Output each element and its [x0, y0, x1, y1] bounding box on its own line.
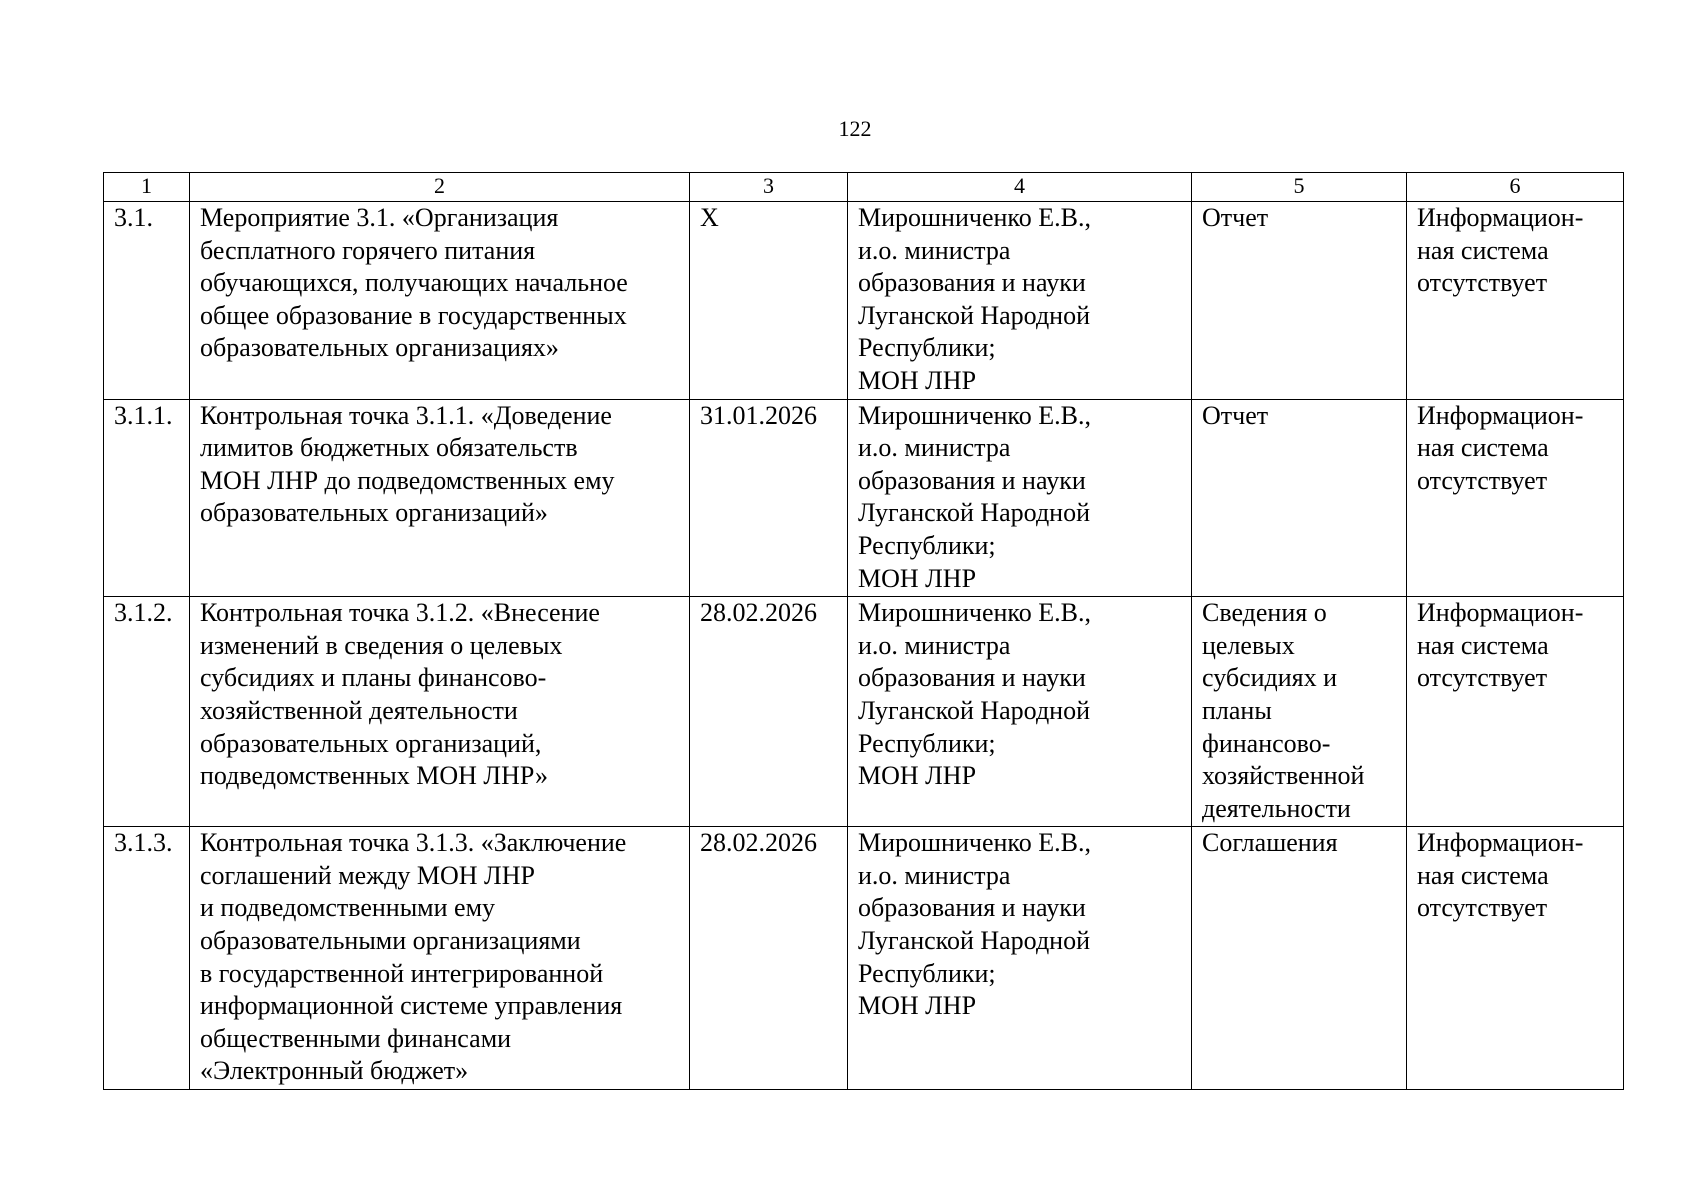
result-document-line: Отчет	[1202, 400, 1269, 430]
result-document-line: Отчет	[1202, 203, 1269, 232]
information-system-line: Информацион-	[1417, 598, 1584, 628]
event-description-cell	[190, 399, 690, 597]
responsible-person-line: Республики;	[858, 728, 996, 758]
deadline-date: Х	[700, 203, 719, 232]
information-system-line: Информацион-	[1417, 203, 1584, 232]
event-description-line: хозяйственной деятельности	[200, 695, 518, 725]
event-description-line: информационной системе управления	[200, 991, 623, 1021]
row-number-cell	[104, 399, 190, 597]
column-number-5: 5	[1192, 173, 1407, 202]
deadline-date: 28.02.2026	[700, 828, 817, 858]
information-system-cell	[1407, 597, 1624, 827]
result-document-cell	[1192, 827, 1407, 1090]
event-description-line: обучающихся, получающих начальное	[200, 268, 628, 298]
column-number-1: 1	[104, 173, 190, 202]
responsible-person-line: и.о. министра	[858, 630, 1011, 660]
responsible-person-line: и.о. министра	[858, 235, 1011, 265]
responsible-person-line: МОН ЛНР	[858, 365, 977, 395]
row-number: 3.1.1.	[114, 400, 173, 430]
information-system-line: ная система	[1417, 235, 1549, 265]
information-system-line: Информацион-	[1417, 828, 1584, 858]
responsible-person-line: МОН ЛНР	[858, 563, 977, 593]
result-document-line: деятельности	[1202, 793, 1351, 823]
column-number-3: 3	[690, 173, 848, 202]
column-number-6: 6	[1407, 173, 1624, 202]
responsible-person-line: Республики;	[858, 958, 996, 988]
table-row	[104, 399, 1624, 597]
table-header-row	[104, 173, 1624, 202]
event-description-cell	[190, 827, 690, 1090]
event-description-line: Контрольная точка 3.1.2. «Внесение	[200, 598, 600, 628]
deadline-date-cell	[690, 399, 848, 597]
event-description-line: субсидиях и планы финансово-	[200, 663, 547, 693]
result-document-cell	[1192, 399, 1407, 597]
responsible-person-line: Луганской Народной	[858, 300, 1090, 330]
row-number: 3.1.3.	[114, 828, 173, 858]
result-document-cell	[1192, 202, 1407, 400]
responsible-person-line: МОН ЛНР	[858, 761, 977, 791]
information-system-cell	[1407, 202, 1624, 400]
responsible-person-line: образования и науки	[858, 465, 1086, 495]
information-system-line: отсутствует	[1417, 268, 1548, 298]
information-system-line: ная система	[1417, 860, 1549, 890]
event-description-line: Мероприятие 3.1. «Организация	[200, 203, 559, 232]
responsible-person-line: образования и науки	[858, 893, 1086, 923]
responsible-person-line: Мирошниченко Е.В.,	[858, 400, 1091, 430]
deadline-date-cell	[690, 202, 848, 400]
row-number: 3.1.2.	[114, 598, 173, 628]
plan-table	[103, 172, 1624, 1090]
responsible-person-line: образования и науки	[858, 663, 1086, 693]
table-body	[104, 202, 1624, 1090]
event-description-line: подведомственных МОН ЛНР»	[200, 761, 548, 791]
event-description-line: образовательных организаций»	[200, 498, 548, 528]
event-description-line: Контрольная точка 3.1.1. «Доведение	[200, 400, 612, 430]
responsible-person-line: Мирошниченко Е.В.,	[858, 598, 1091, 628]
responsible-person-cell	[848, 399, 1192, 597]
responsible-person-cell	[848, 597, 1192, 827]
responsible-person-line: образования и науки	[858, 268, 1086, 298]
information-system-cell	[1407, 827, 1624, 1090]
row-number-cell	[104, 827, 190, 1090]
result-document-line: Соглашения	[1202, 828, 1338, 858]
table-row	[104, 597, 1624, 827]
responsible-person-line: МОН ЛНР	[858, 991, 977, 1021]
responsible-person-cell	[848, 202, 1192, 400]
result-document-line: хозяйственной	[1202, 761, 1365, 791]
result-document-cell	[1192, 597, 1407, 827]
event-description-line: бесплатного горячего питания	[200, 235, 536, 265]
event-description-line: в государственной интегрированной	[200, 958, 604, 988]
row-number-cell	[104, 202, 190, 400]
event-description-line: изменений в сведения о целевых	[200, 630, 563, 660]
deadline-date: 28.02.2026	[700, 598, 817, 628]
responsible-person-line: Республики;	[858, 333, 996, 363]
result-document-line: целевых	[1202, 630, 1295, 660]
result-document-line: финансово-	[1202, 728, 1331, 758]
information-system-line: Информацион-	[1417, 400, 1584, 430]
responsible-person-line: Мирошниченко Е.В.,	[858, 203, 1091, 232]
table-row	[104, 827, 1624, 1090]
information-system-line: ная система	[1417, 630, 1549, 660]
deadline-date-cell	[690, 827, 848, 1090]
event-description-line: Контрольная точка 3.1.3. «Заключение	[200, 828, 627, 858]
responsible-person-line: Республики;	[858, 530, 996, 560]
result-document-line: субсидиях и	[1202, 663, 1338, 693]
event-description-line: и подведомственными ему	[200, 893, 496, 923]
event-description-line: образовательными организациями	[200, 926, 581, 956]
information-system-line: ная система	[1417, 433, 1549, 463]
information-system-line: отсутствует	[1417, 893, 1548, 923]
responsible-person-line: Мирошниченко Е.В.,	[858, 828, 1091, 858]
result-document-line: планы	[1202, 695, 1272, 725]
row-number: 3.1.	[114, 203, 153, 232]
responsible-person-line: и.о. министра	[858, 860, 1011, 890]
column-number-4: 4	[848, 173, 1192, 202]
responsible-person-line: Луганской Народной	[858, 498, 1090, 528]
information-system-line: отсутствует	[1417, 465, 1548, 495]
event-description-line: общее образование в государственных	[200, 300, 627, 330]
information-system-line: отсутствует	[1417, 663, 1548, 693]
responsible-person-line: Луганской Народной	[858, 695, 1090, 725]
information-system-cell	[1407, 399, 1624, 597]
event-description-line: лимитов бюджетных обязательств	[200, 433, 578, 463]
event-description-cell	[190, 202, 690, 400]
event-description-line: образовательных организациях»	[200, 333, 559, 363]
row-number-cell	[104, 597, 190, 827]
result-document-line: Сведения о	[1202, 598, 1327, 628]
event-description-line: образовательных организаций,	[200, 728, 542, 758]
column-number-2: 2	[190, 173, 690, 202]
responsible-person-line: и.о. министра	[858, 433, 1011, 463]
responsible-person-cell	[848, 827, 1192, 1090]
page-number: 122	[838, 116, 872, 141]
event-description-line: соглашений между МОН ЛНР	[200, 860, 535, 890]
table-row	[104, 202, 1624, 400]
event-description-cell	[190, 597, 690, 827]
deadline-date-cell	[690, 597, 848, 827]
event-description-line: МОН ЛНР до подведомственных ему	[200, 465, 615, 495]
event-description-line: «Электронный бюджет»	[200, 1056, 469, 1086]
event-description-line: общественными финансами	[200, 1023, 512, 1053]
deadline-date: 31.01.2026	[700, 400, 817, 430]
responsible-person-line: Луганской Народной	[858, 926, 1090, 956]
